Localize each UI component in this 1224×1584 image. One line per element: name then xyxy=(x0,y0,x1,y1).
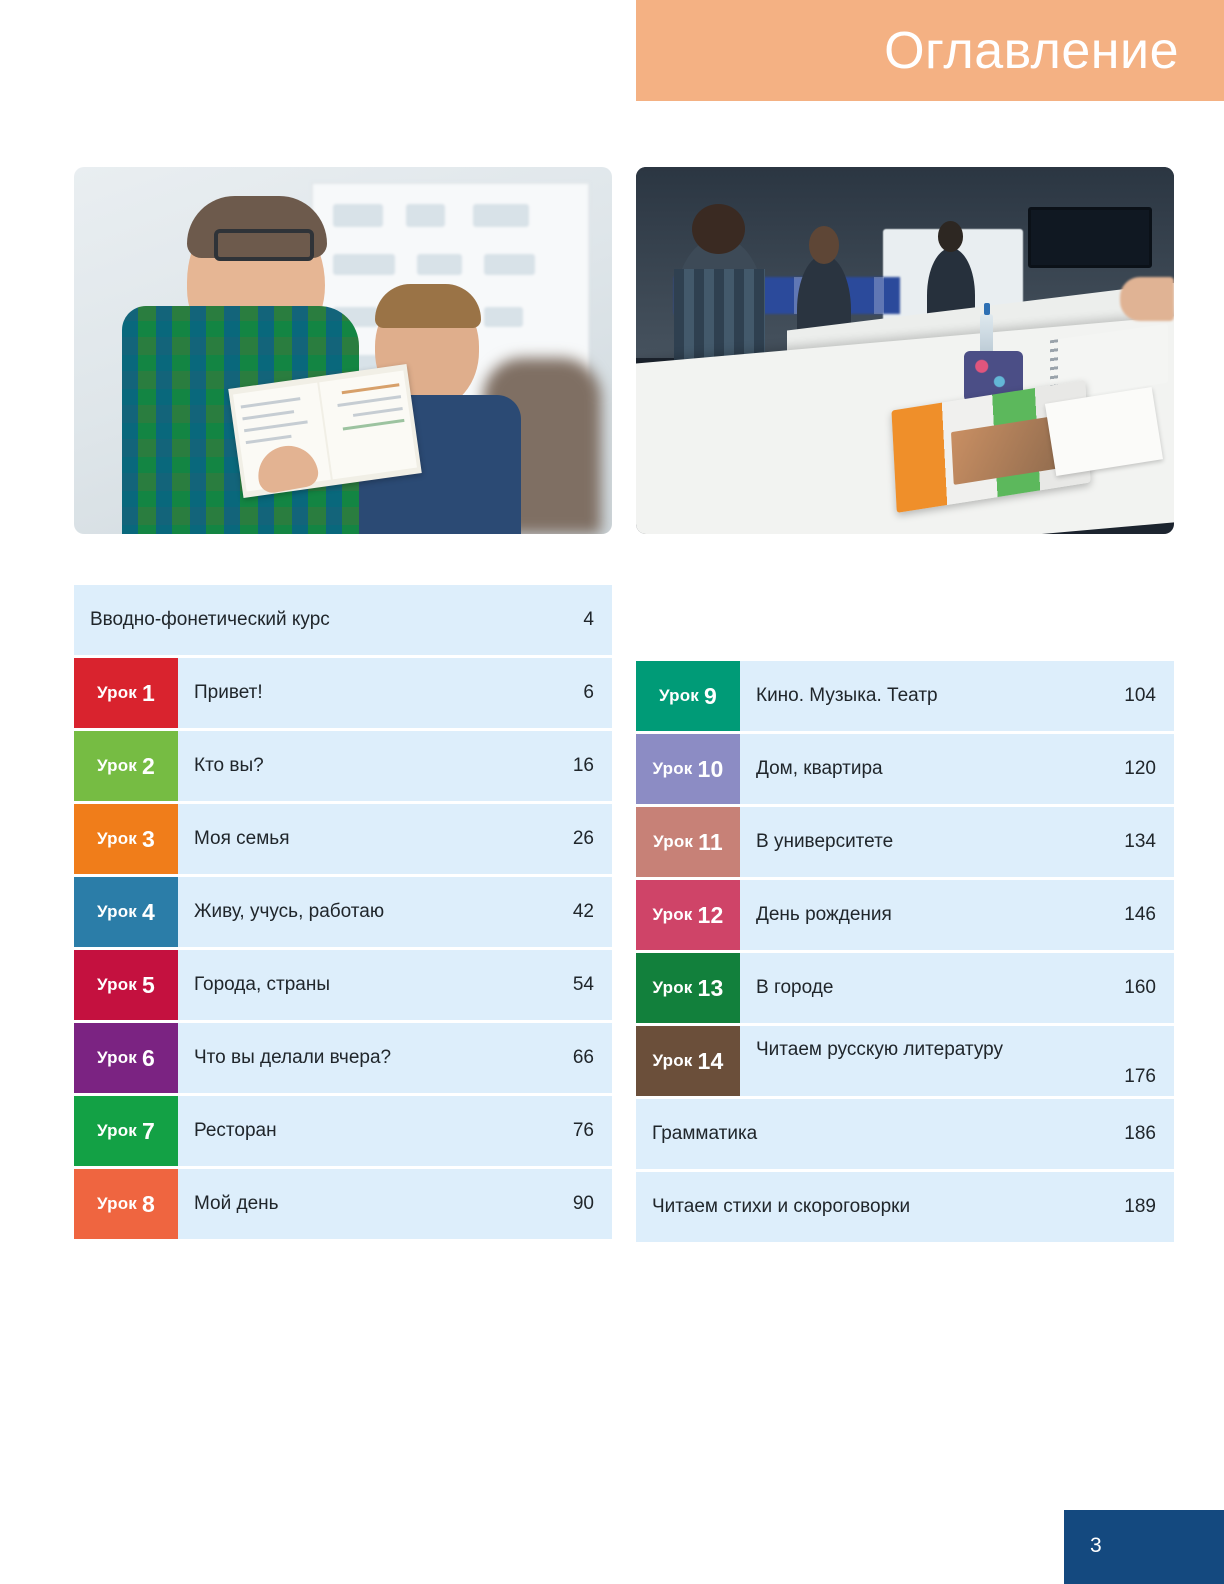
toc-page-10: 120 xyxy=(1124,758,1156,779)
page-title: Оглавление xyxy=(884,22,1179,80)
unit-badge-9 xyxy=(636,661,740,731)
unit-badge-label-14: Урок xyxy=(652,1051,693,1070)
unit-badge-1 xyxy=(74,658,178,728)
unit-badge-label-6: Урок xyxy=(96,1048,137,1067)
unit-badge-label-4: Урок xyxy=(96,902,137,921)
toc-title-6: Что вы делали вчера? xyxy=(194,1047,392,1068)
header-band xyxy=(636,0,1224,101)
toc-page-13: 160 xyxy=(1124,977,1156,998)
toc-page-grammar: 186 xyxy=(1124,1123,1156,1144)
toc-row-poems[interactable] xyxy=(636,1172,1174,1242)
toc-page-poems: 189 xyxy=(1124,1196,1156,1217)
toc-row-unit-12[interactable] xyxy=(636,880,1174,950)
unit-badge-number-7: 7 xyxy=(142,1117,155,1144)
toc-row-unit-7[interactable] xyxy=(74,1096,612,1166)
unit-badge-number-3: 3 xyxy=(142,825,155,852)
unit-badge-11 xyxy=(636,807,740,877)
unit-badge-number-14: 14 xyxy=(697,1047,724,1074)
toc-page-7: 76 xyxy=(572,1120,594,1141)
toc-title-poems: Читаем стихи и скороговорки xyxy=(652,1196,911,1217)
unit-badge-12 xyxy=(636,880,740,950)
toc-right-column xyxy=(636,661,1174,1245)
toc-row-unit-13[interactable] xyxy=(636,953,1174,1023)
toc-page-5: 54 xyxy=(572,974,594,995)
unit-badge-label-8: Урок xyxy=(96,1194,137,1213)
unit-badge-number-6: 6 xyxy=(142,1044,155,1071)
photo-left-second-person-hair xyxy=(375,284,481,328)
unit-badge-number-8: 8 xyxy=(142,1190,155,1217)
toc-page-2: 16 xyxy=(572,755,594,776)
unit-badge-number-5: 5 xyxy=(142,971,155,998)
toc-page-12: 146 xyxy=(1124,904,1156,925)
toc-title-9: Кино. Музыка. Театр xyxy=(756,685,938,706)
toc-page-4: 42 xyxy=(572,901,594,922)
unit-badge-label-9: Урок xyxy=(658,686,699,705)
toc-page-3: 26 xyxy=(572,828,594,849)
photo-right-monitor xyxy=(1028,207,1152,268)
toc-title-5: Города, страны xyxy=(194,974,330,995)
unit-badge-number-9: 9 xyxy=(704,682,717,709)
unit-badge-number-4: 4 xyxy=(142,898,155,925)
toc-row-unit-10[interactable] xyxy=(636,734,1174,804)
unit-badge-label-7: Урок xyxy=(96,1121,137,1140)
unit-badge-label-1: Урок xyxy=(96,683,137,702)
unit-badge-label-10: Урок xyxy=(652,759,693,778)
toc-title-11: В университете xyxy=(756,831,894,852)
toc-row-grammar[interactable] xyxy=(636,1099,1174,1169)
toc-page-9: 104 xyxy=(1124,685,1156,706)
toc-intro-page: 4 xyxy=(583,609,594,630)
toc-row-unit-11[interactable] xyxy=(636,807,1174,877)
glasses-icon xyxy=(214,229,314,261)
toc-page-8: 90 xyxy=(572,1193,594,1214)
toc-page-14: 176 xyxy=(1124,1066,1156,1087)
toc-row-unit-1[interactable] xyxy=(74,658,612,728)
unit-badge-label-12: Урок xyxy=(652,905,693,924)
classroom-photo-left xyxy=(74,167,612,534)
photo-right-hand xyxy=(1120,277,1174,321)
unit-badge-label-11: Урок xyxy=(653,832,694,851)
unit-badge-2 xyxy=(74,731,178,801)
toc-row-unit-8[interactable] xyxy=(74,1169,612,1239)
toc-title-3: Моя семья xyxy=(194,828,290,849)
unit-badge-number-11: 11 xyxy=(698,828,723,855)
toc-page-1: 6 xyxy=(583,682,594,703)
toc-title-4: Живу, учусь, работаю xyxy=(194,901,385,922)
unit-badge-3 xyxy=(74,804,178,874)
unit-badge-14 xyxy=(636,1026,740,1096)
toc-page-11: 134 xyxy=(1124,831,1156,852)
unit-badge-number-13: 13 xyxy=(697,974,724,1001)
toc-title-14: Читаем русскую литературу xyxy=(756,1039,1003,1060)
unit-badge-4 xyxy=(74,877,178,947)
unit-badge-number-2: 2 xyxy=(142,752,155,779)
toc-row-unit-9[interactable] xyxy=(636,661,1174,731)
toc-row-unit-2[interactable] xyxy=(74,731,612,801)
toc-page-6: 66 xyxy=(572,1047,594,1068)
toc-left-column xyxy=(74,585,612,1242)
toc-row-unit-3[interactable] xyxy=(74,804,612,874)
unit-badge-label-13: Урок xyxy=(652,978,693,997)
unit-badge-number-10: 10 xyxy=(697,755,724,782)
toc-title-2: Кто вы? xyxy=(194,755,264,776)
toc-title-10: Дом, квартира xyxy=(756,758,883,779)
unit-badge-number-12: 12 xyxy=(697,901,724,928)
unit-badge-7 xyxy=(74,1096,178,1166)
unit-badge-13 xyxy=(636,953,740,1023)
toc-title-grammar: Грамматика xyxy=(652,1123,758,1144)
unit-badge-label-2: Урок xyxy=(96,756,137,775)
unit-badge-label-3: Урок xyxy=(96,829,137,848)
toc-row-intro[interactable] xyxy=(74,585,612,655)
page-number-tab xyxy=(1064,1510,1224,1584)
toc-title-12: День рождения xyxy=(756,904,892,925)
unit-badge-5 xyxy=(74,950,178,1020)
toc-intro-title: Вводно-фонетический курс xyxy=(90,609,330,630)
unit-badge-8 xyxy=(74,1169,178,1239)
toc-title-13: В городе xyxy=(756,977,834,998)
toc-title-8: Мой день xyxy=(194,1193,279,1214)
toc-row-unit-6[interactable] xyxy=(74,1023,612,1093)
page-number: 3 xyxy=(1090,1534,1102,1557)
unit-badge-number-1: 1 xyxy=(142,679,155,706)
toc-row-unit-14[interactable] xyxy=(636,1026,1174,1096)
toc-title-7: Ресторан xyxy=(194,1120,277,1141)
unit-badge-6 xyxy=(74,1023,178,1093)
unit-badge-label-5: Урок xyxy=(96,975,137,994)
toc-row-unit-5[interactable] xyxy=(74,950,612,1020)
toc-title-1: Привет! xyxy=(194,682,263,703)
classroom-photo-right xyxy=(636,167,1174,534)
toc-row-unit-4[interactable] xyxy=(74,877,612,947)
unit-badge-10 xyxy=(636,734,740,804)
